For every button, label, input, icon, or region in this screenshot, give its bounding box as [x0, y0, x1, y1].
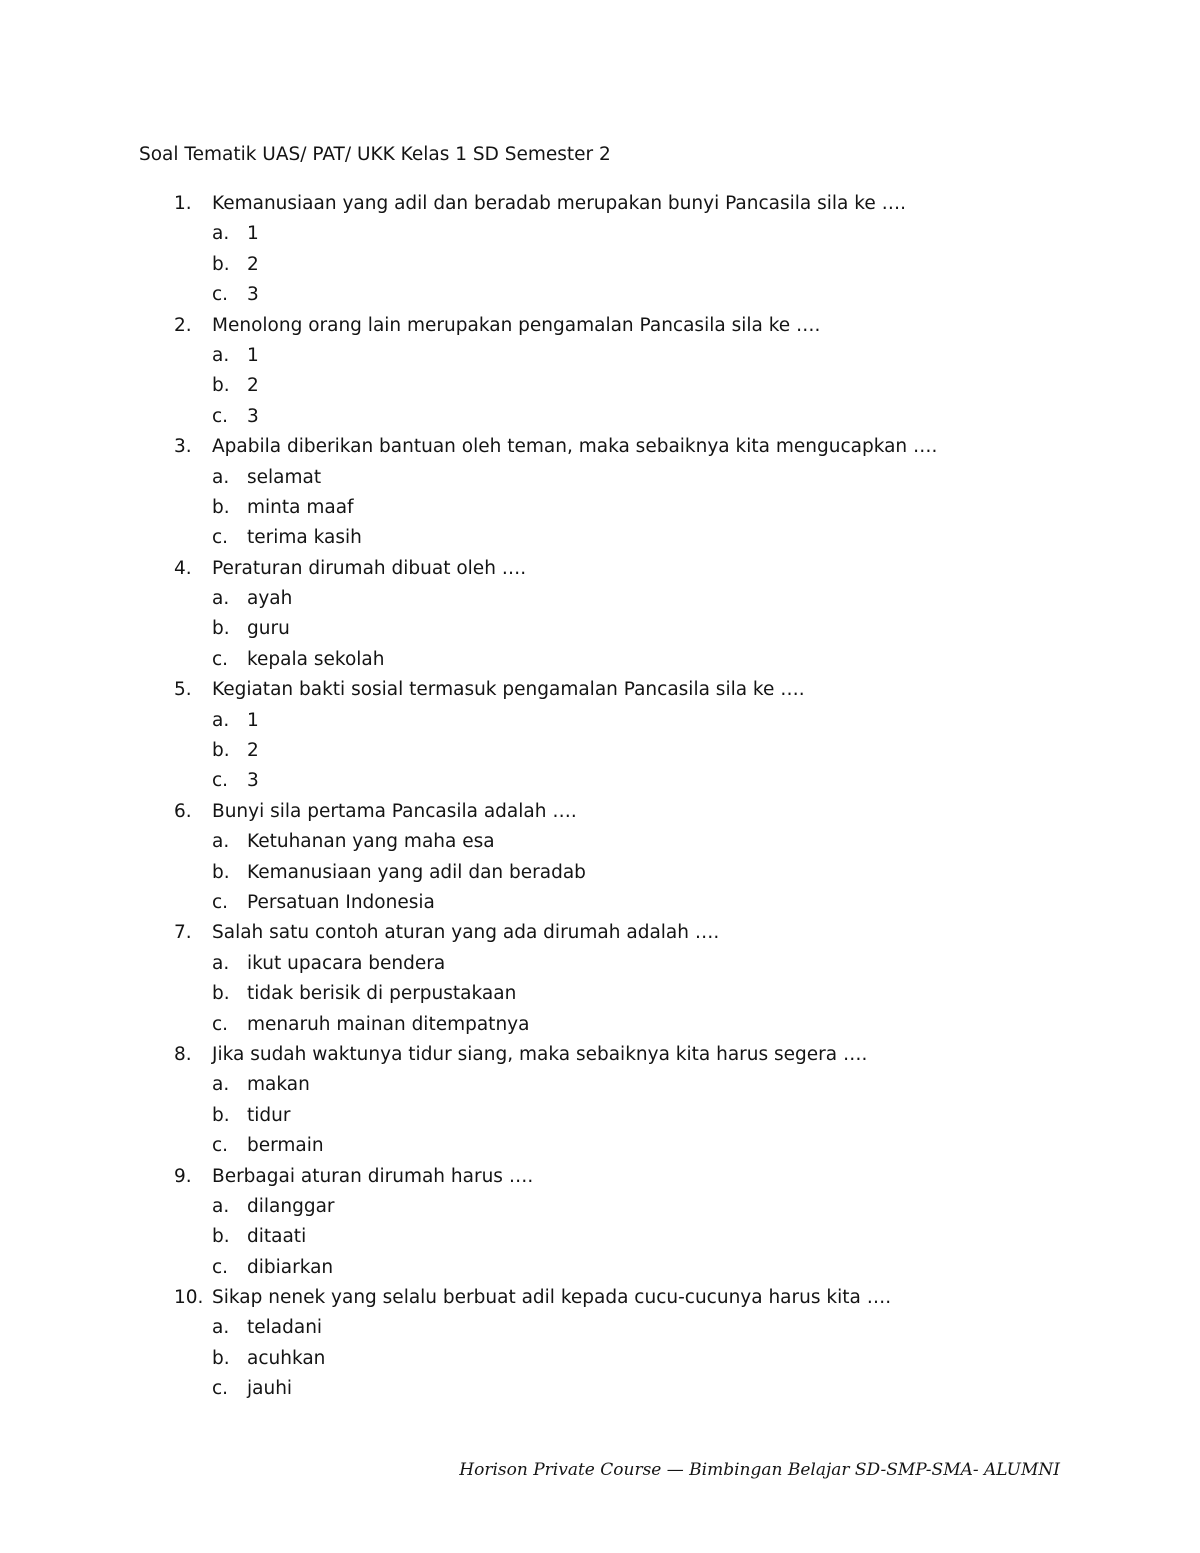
option-text: 2 [247, 375, 259, 397]
option-text: 1 [247, 223, 259, 245]
option-text: tidak berisik di perpustakaan [247, 983, 517, 1005]
option-letter: c. [212, 1013, 229, 1035]
document-title: Soal Tematik UAS/ PAT/ UKK Kelas 1 SD Semester 2 [139, 144, 611, 165]
option-letter: b. [212, 1104, 230, 1126]
option-text: selamat [247, 466, 322, 488]
option-letter: c. [212, 891, 229, 913]
option-letter: a. [212, 1074, 230, 1096]
option-text: kepala sekolah [247, 648, 385, 670]
option-letter: c. [212, 1256, 229, 1278]
option-letter: c. [212, 1135, 229, 1157]
option-letter: c. [212, 770, 229, 792]
question-text: Sikap nenek yang selalu berbuat adil kepada cucu-cucunya harus kita …. [212, 1287, 892, 1309]
question-number: 8. [174, 1043, 192, 1065]
option-text: 3 [247, 284, 259, 306]
question-text: Kegiatan bakti sosial termasuk pengamalan Pancasila sila ke …. [212, 679, 805, 701]
option-letter: c. [212, 405, 229, 427]
option-letter: b. [212, 861, 230, 883]
option-text: dibiarkan [247, 1256, 334, 1278]
option-letter: b. [212, 375, 230, 397]
option-letter: c. [212, 648, 229, 670]
option-text: bermain [247, 1135, 324, 1157]
option-text: terima kasih [247, 527, 362, 549]
option-letter: b. [212, 618, 230, 640]
question-number: 1. [174, 193, 192, 214]
option-letter: a. [212, 709, 230, 731]
question-text: Jika sudah waktunya tidur siang, maka sebaiknya kita harus segera …. [212, 1043, 868, 1065]
question-text: Menolong orang lain merupakan pengamalan Pancasila sila ke …. [212, 314, 821, 336]
option-letter: a. [212, 588, 230, 610]
option-letter: c. [212, 1378, 229, 1400]
option-letter: b. [212, 253, 230, 275]
page-footer: Horison Private Course — Bimbingan Belajar SD-SMP-SMA- ALUMNI [459, 1460, 1060, 1480]
question-number: 4. [174, 557, 192, 579]
question-number: 6. [174, 800, 192, 822]
option-text: tidur [247, 1104, 291, 1126]
option-letter: b. [212, 1347, 230, 1369]
option-letter: a. [212, 952, 230, 974]
option-text: minta maaf [247, 496, 354, 518]
option-letter: c. [212, 527, 229, 549]
question-text: Salah satu contoh aturan yang ada dirumah adalah …. [212, 922, 720, 944]
option-text: 2 [247, 740, 259, 762]
option-text: Persatuan Indonesia [247, 891, 435, 913]
question-text: Peraturan dirumah dibuat oleh …. [212, 557, 527, 579]
option-letter: a. [212, 223, 230, 245]
option-letter: b. [212, 983, 230, 1005]
option-text: menaruh mainan ditempatnya [247, 1013, 530, 1035]
question-number: 9. [174, 1165, 192, 1187]
option-letter: a. [212, 831, 230, 853]
option-text: dilanggar [247, 1195, 335, 1217]
question-number: 7. [174, 922, 192, 944]
option-letter: b. [212, 1226, 230, 1248]
option-letter: b. [212, 740, 230, 762]
question-text: Berbagai aturan dirumah harus …. [212, 1165, 534, 1187]
option-text: acuhkan [247, 1347, 326, 1369]
question-number: 10. [174, 1287, 204, 1309]
option-text: 3 [247, 770, 259, 792]
option-text: Kemanusiaan yang adil dan beradab [247, 861, 586, 883]
option-text: ikut upacara bendera [247, 952, 446, 974]
question-text: Kemanusiaan yang adil dan beradab merupakan bunyi Pancasila sila ke …. [212, 193, 906, 214]
option-text: makan [247, 1074, 310, 1096]
question-text: Bunyi sila pertama Pancasila adalah …. [212, 800, 577, 822]
option-letter: a. [212, 466, 230, 488]
option-text: guru [247, 618, 290, 640]
question-number: 5. [174, 679, 192, 701]
option-text: Ketuhanan yang maha esa [247, 831, 495, 853]
option-text: ayah [247, 588, 293, 610]
option-text: ditaati [247, 1226, 307, 1248]
question-number: 2. [174, 314, 192, 336]
option-text: teladani [247, 1317, 323, 1339]
option-text: 2 [247, 253, 259, 275]
option-letter: a. [212, 1195, 230, 1217]
question-number: 3. [174, 436, 192, 458]
option-text: jauhi [247, 1378, 293, 1400]
option-letter: b. [212, 496, 230, 518]
option-letter: c. [212, 284, 229, 306]
option-text: 1 [247, 344, 259, 366]
option-letter: a. [212, 344, 230, 366]
option-text: 3 [247, 405, 259, 427]
option-letter: a. [212, 1317, 230, 1339]
question-text: Apabila diberikan bantuan oleh teman, maka sebaiknya kita mengucapkan …. [212, 436, 938, 458]
option-text: 1 [247, 709, 259, 731]
